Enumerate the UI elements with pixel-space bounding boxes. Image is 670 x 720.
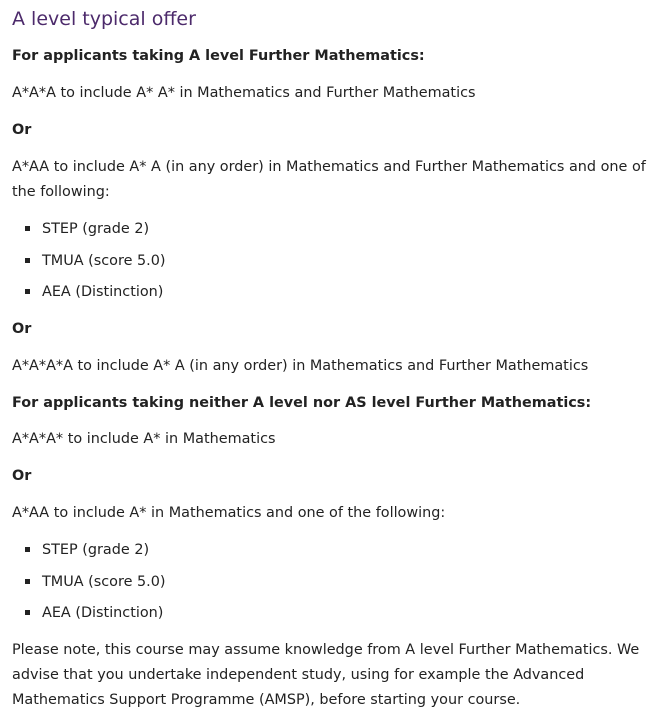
further-maths-intro: For applicants taking A level Further Mathematics: (12, 48, 425, 64)
study-note (12, 638, 662, 713)
bullet-icon (25, 610, 30, 615)
further-maths-offer-3: A*A*A*A to include A* A (in any order) in Mathematics and Further Mathematics (12, 358, 589, 374)
list-item-label: STEP (grade 2) (42, 221, 150, 237)
list-item-label: STEP (grade 2) (42, 542, 150, 558)
bullet-icon (25, 258, 30, 263)
bullet-icon (25, 289, 30, 294)
list-item-label: TMUA (score 5.0) (42, 252, 166, 269)
list-item (22, 249, 166, 281)
study-note-text: Please note, this course may assume knowledge from A level Further Mathematics. We advise that you undertake independent study, using for example the (12, 642, 640, 683)
study-note-text-end: (AMSP), before starting your course. (254, 692, 521, 708)
list-item (22, 538, 166, 570)
list-item (22, 217, 166, 249)
list-item (22, 570, 166, 602)
no-further-maths-options-list (22, 538, 166, 633)
no-further-maths-offer-1: A*A*A* to include A* in Mathematics (12, 431, 276, 447)
or-separator: Or (12, 321, 32, 337)
list-item (22, 601, 166, 633)
no-further-maths-intro: For applicants taking neither A level nor AS level Further Mathematics: (12, 395, 592, 411)
list-item-label: AEA (Distinction) (42, 284, 164, 300)
list-item-label: TMUA (score 5.0) (42, 573, 166, 590)
further-maths-offer-2: A*AA to include A* A (in any order) in Mathematics and Further Mathematics and one of the following: (12, 159, 646, 200)
page-title: A level typical offer (12, 8, 196, 30)
bullet-icon (25, 226, 30, 231)
amsp-link[interactable]: Advanced Mathematics Support Programme (12, 667, 585, 708)
bullet-icon (25, 579, 30, 584)
no-further-maths-offer-2: A*AA to include A* in Mathematics and one of the following: (12, 505, 446, 521)
or-separator: Or (12, 122, 32, 138)
list-item-label: AEA (Distinction) (42, 605, 164, 621)
list-item (22, 280, 166, 312)
further-maths-options-list (22, 217, 166, 312)
bullet-icon (25, 547, 30, 552)
or-separator: Or (12, 468, 32, 484)
further-maths-offer-1: A*A*A to include A* A* in Mathematics and Further Mathematics (12, 85, 476, 101)
